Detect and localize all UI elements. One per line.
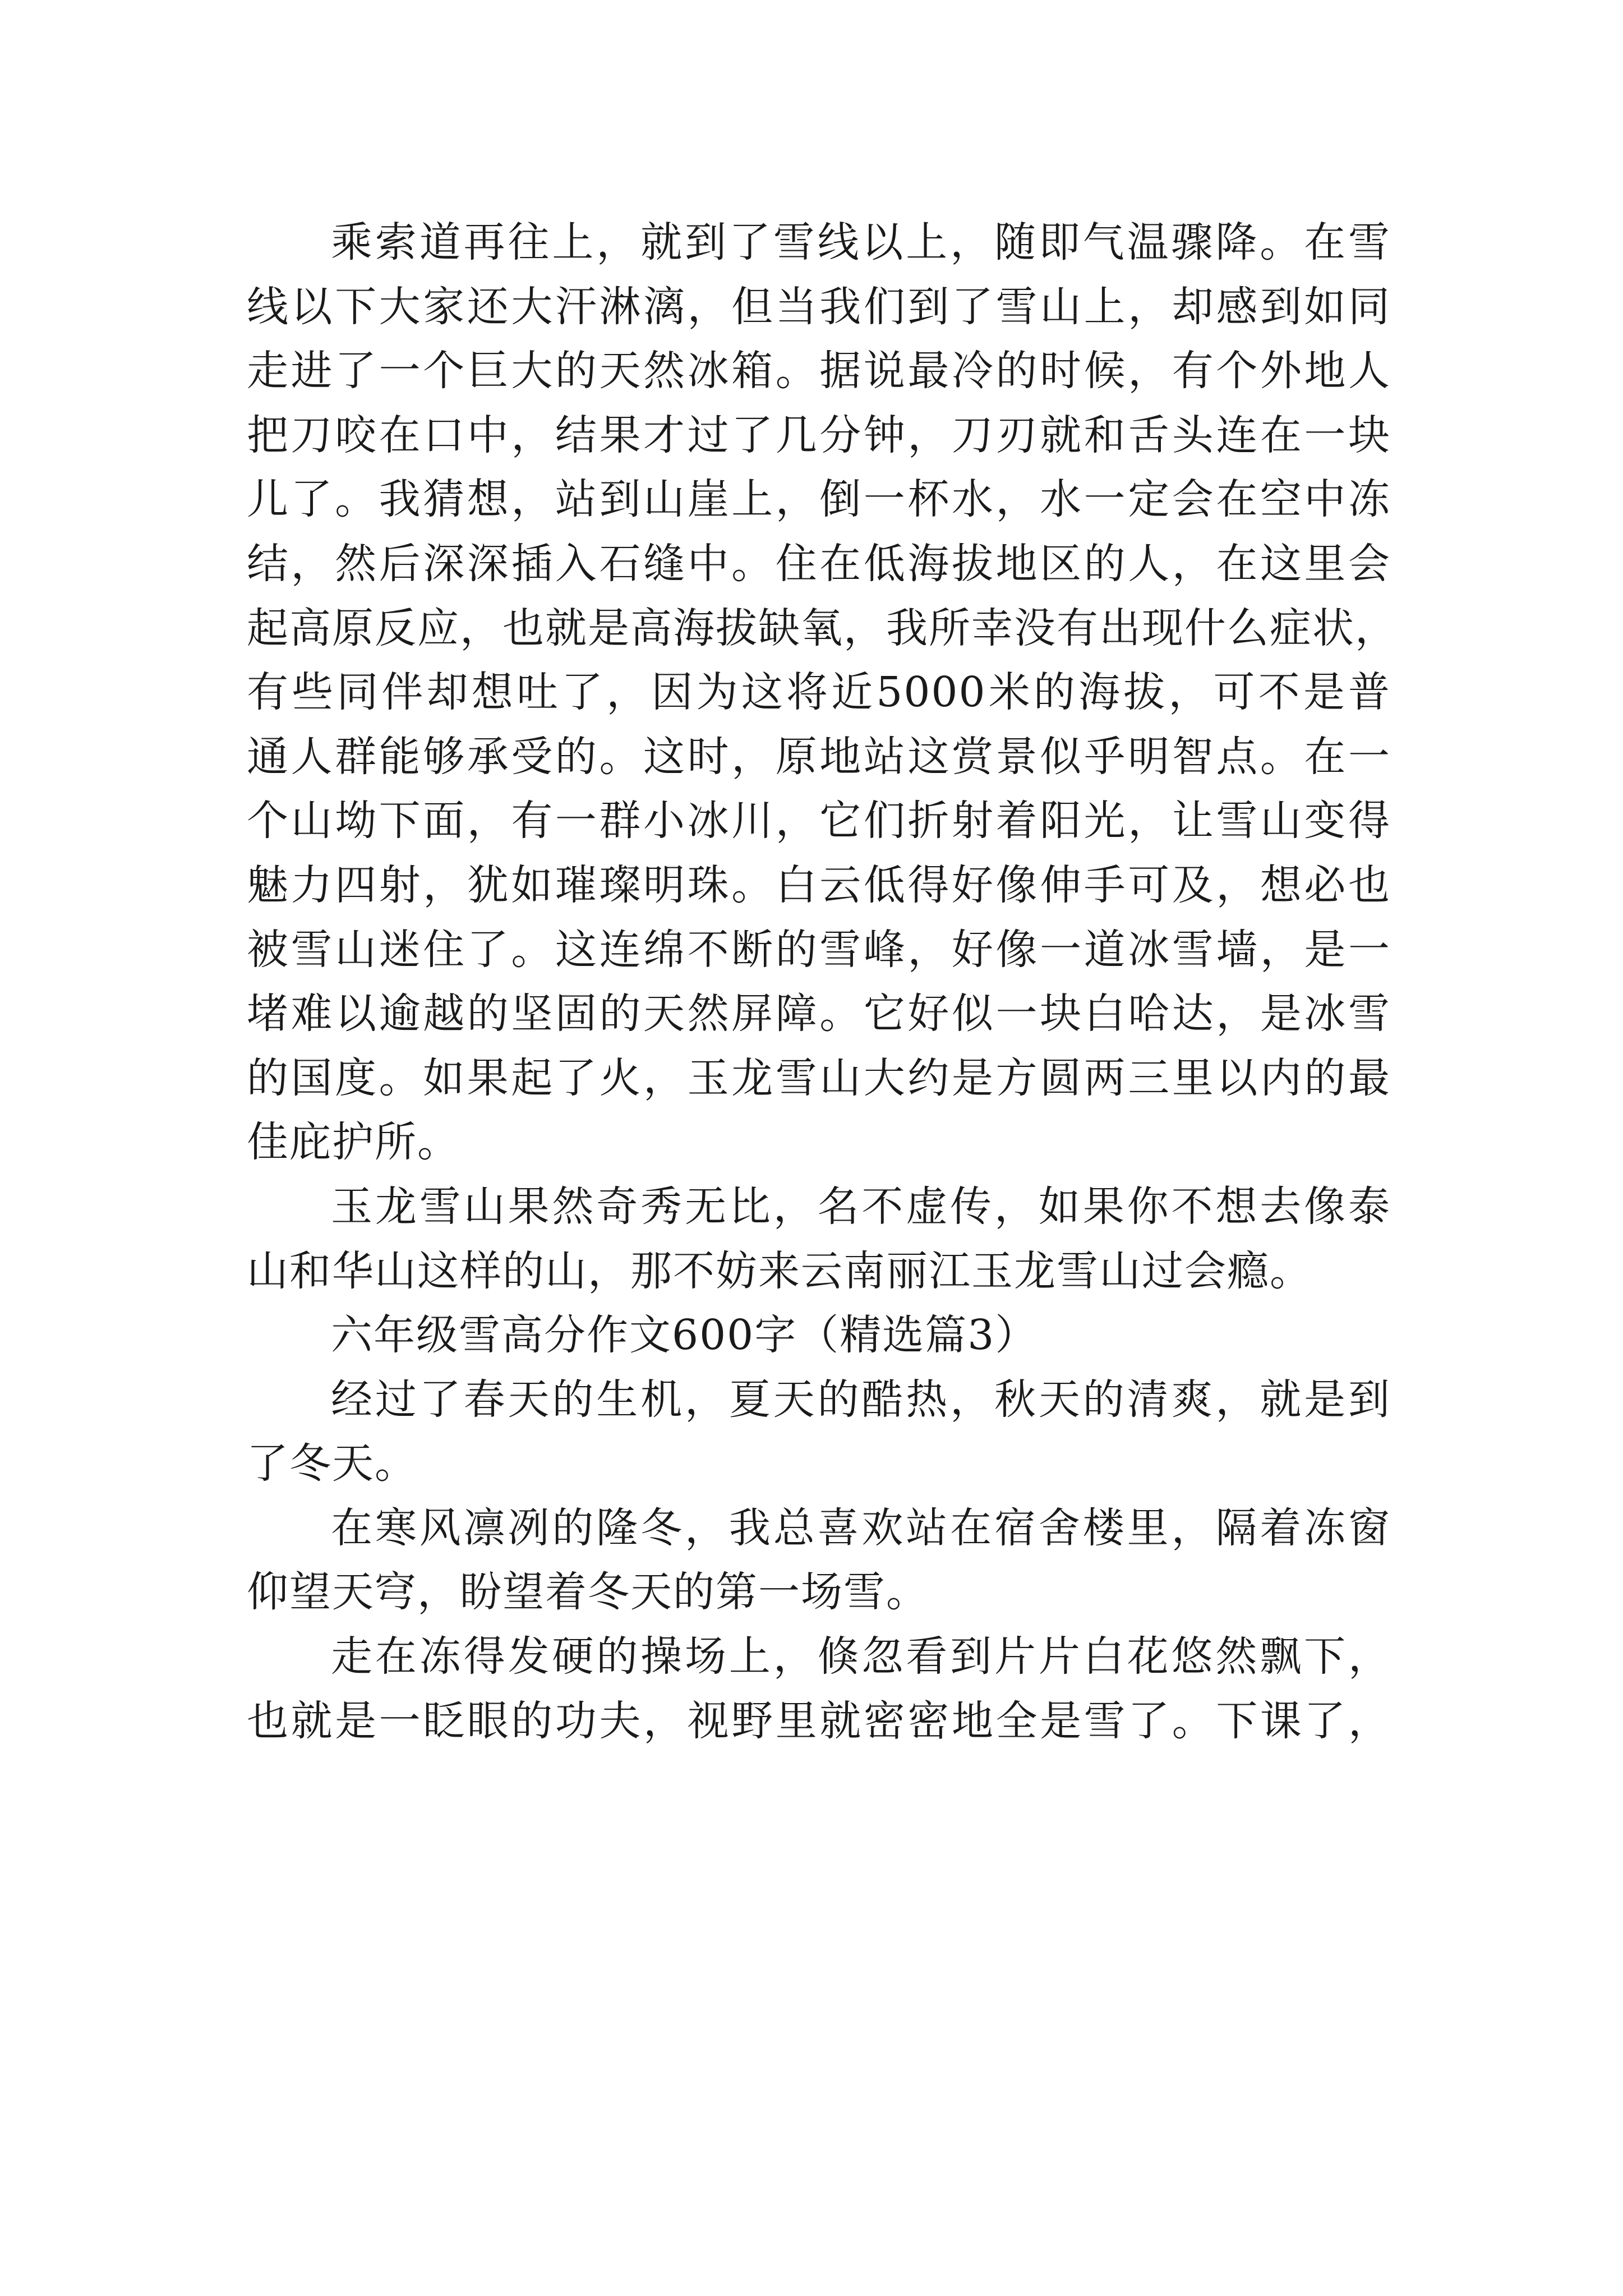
text-line: 被雪山迷住了。这连绵不断的雪峰，好像一道冰雪墙，是一 xyxy=(247,925,1391,974)
text-line: 经过了春天的生机，夏天的酷热，秋天的清爽，就是到 xyxy=(331,1375,1391,1424)
text-line: 也就是一眨眼的功夫，视野里就密密地全是雪了。下课了， xyxy=(247,1696,1391,1745)
text-line: 走进了一个巨大的天然冰箱。据说最冷的时候，有个外地人 xyxy=(247,347,1391,395)
text-line: 玉龙雪山果然奇秀无比，名不虚传，如果你不想去像泰 xyxy=(331,1182,1391,1231)
heading-line: 六年级雪高分作文600字（精选篇3） xyxy=(331,1311,1038,1360)
text-line: 通人群能够承受的。这时，原地站这赏景似乎明智点。在一 xyxy=(247,732,1391,781)
text-line: 在寒风凛冽的隆冬，我总喜欢站在宿舍楼里，隔着冻窗 xyxy=(331,1503,1391,1552)
paragraph xyxy=(247,1175,1391,1303)
paragraph xyxy=(247,1496,1391,1625)
text-line: 了冬天。 xyxy=(247,1439,417,1488)
paragraph xyxy=(247,210,1398,1175)
text-line: 佳庇护所。 xyxy=(247,1118,460,1167)
paragraph xyxy=(247,1625,1391,1753)
text-line: 有些同伴却想吐了，因为这将近5000米的海拔，可不是普 xyxy=(247,668,1391,717)
text-line: 结，然后深深插入石缝中。住在低海拔地区的人，在这里会 xyxy=(247,539,1391,588)
text-line: 把刀咬在口中，结果才过了几分钟，刀刃就和舌头连在一块 xyxy=(247,411,1391,459)
text-line: 个山坳下面，有一群小冰川，它们折射着阳光，让雪山变得 xyxy=(247,797,1391,845)
text-line: 线以下大家还大汗淋漓，但当我们到了雪山上，却感到如同 xyxy=(247,282,1391,331)
paragraph xyxy=(247,1368,1391,1496)
text-line: 儿了。我猜想，站到山崖上，倒一杯水，水一定会在空中冻 xyxy=(247,475,1391,524)
text-line: 魅力四射，犹如璀璨明珠。白云低得好像伸手可及，想必也 xyxy=(247,861,1391,909)
text-line: 堵难以逾越的坚固的天然屏障。它好似一块白哈达，是冰雪 xyxy=(247,990,1391,1038)
document-body xyxy=(247,210,1398,1753)
text-line: 山和华山这样的山，那不妨来云南丽江玉龙雪山过会瘾。 xyxy=(247,1246,1312,1295)
text-line: 乘索道再往上，就到了雪线以上，随即气温骤降。在雪 xyxy=(331,218,1391,266)
text-line: 仰望天穹，盼望着冬天的第一场雪。 xyxy=(247,1568,929,1617)
text-line: 起高原反应，也就是高海拔缺氧，我所幸没有出现什么症状， xyxy=(247,604,1398,652)
text-line: 的国度。如果起了火，玉龙雪山大约是方圆两三里以内的最 xyxy=(247,1053,1391,1102)
text-line: 走在冻得发硬的操场上，倏忽看到片片白花悠然飘下， xyxy=(331,1632,1391,1681)
section-heading xyxy=(247,1303,1391,1368)
